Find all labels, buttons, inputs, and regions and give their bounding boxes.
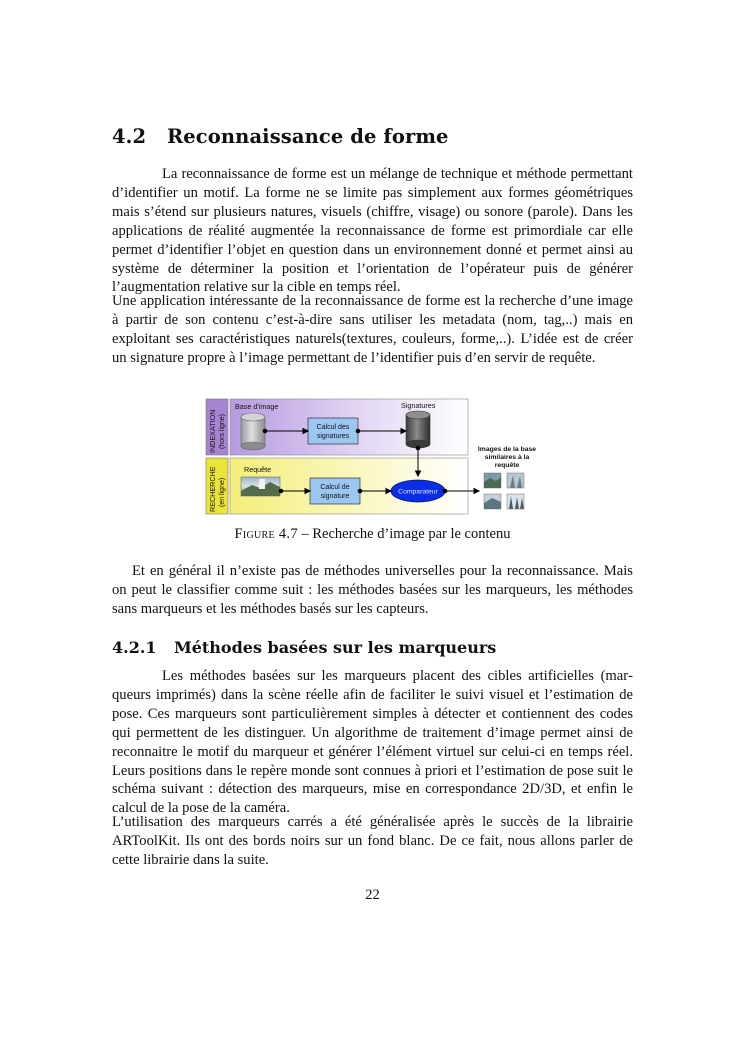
subsection-title: Méthodes basées sur les marqueurs — [174, 638, 497, 657]
calcul-signatures-line2: signatures — [316, 433, 350, 440]
calcul-signature-box — [310, 478, 360, 504]
general-paragraph: Et en général il n’existe pas de méthodes universelles pour la reconnaissance. Mais on peut le classifier comme suit : les méthodes basées sur les marqueurs, les méthodes sans marqueurs et les méthodes basés sur les capteurs. — [112, 563, 633, 617]
results-label-line2: similaires à la — [484, 454, 530, 461]
section-title: Reconnaissance de forme — [167, 125, 449, 148]
page-number: 22 — [365, 887, 380, 903]
calcul-signatures-box — [308, 418, 358, 444]
indexation-label: INDEXATION — [208, 409, 217, 453]
query-image-thumbnail — [241, 477, 280, 496]
subsection-number: 4.2.1 — [112, 638, 157, 657]
result-thumbnails — [484, 473, 524, 509]
subsection-heading — [112, 638, 496, 657]
recherche-label: RECHERCHE — [208, 466, 217, 512]
caption-text: – Recherche d’image par le contenu — [297, 526, 511, 542]
results-label-line1: Images de la base — [477, 446, 537, 453]
signatures-label: Signatures — [401, 401, 436, 410]
indexation-sublabel: (hors ligne) — [219, 413, 226, 449]
application-paragraph: Une application intéressante de la reconnaissance de forme est la recherche d’une image à partir de son contenu c’est-à-dire sans utiliser les metadata (nom, tag,..) mais en exploitant ses caractéristiques naturels(textures, couleurs, forme,..). L’idée est de créer un signature propre à l’image permettant de l’identifier puis d’en servir de requête. — [112, 293, 633, 366]
results-label-line3: requête — [494, 462, 520, 469]
intro-paragraph: La reconnaissance de forme est un mélange de technique et méthode permettant d’identifier un motif. La forme ne se limite pas simplement aux formes géométriques mais s’étend sur plusieurs natures, visuels (chiffre, visage) ou sonore (parole). Dans les applications de réalité augmentée la reconnaissance de forme est primordiale car elle permet d’identifier l’objet en question dans un environnement donné et permet ainsi au système de déterminer la position et l’orientation de l’opérateur puis de générer l’augmentation relative sur la cible en temps réel. — [112, 166, 633, 296]
artoolkit-paragraph: L’utilisation des marqueurs carrés a été généralisée après le succès de la librairie ARToolKit. Ils ont des bords noirs sur un fond blanc. De ce fait, nous allons parler de cette librairie dans la suite. — [112, 814, 633, 868]
section-heading — [112, 125, 449, 148]
recherche-sublabel: (en ligne) — [219, 477, 226, 507]
calcul-signature-line1: Calcul de — [320, 484, 350, 491]
calcul-signatures-line1: Calcul des — [316, 424, 350, 431]
figure-diagram — [204, 397, 549, 517]
requete-label: Requête — [244, 465, 272, 474]
calcul-signature-line2: signature — [320, 493, 350, 500]
comparateur-label: Comparateur — [398, 488, 438, 496]
caption-label: Figure 4.7 — [234, 526, 298, 542]
figure-caption — [112, 526, 633, 543]
database-cylinder-icon — [241, 413, 265, 450]
markers-paragraph: Les méthodes basées sur les marqueurs placent des cibles artificielles (marqueurs imprimés) dans la scène réelle afin de faciliter le suivi visuel et l’estimation de pose. Ces marqueurs sont particulièrement simples à détecter et contiennent des codes qui permettent de les distinguer. Un algorithme de traitement d’image permet ainsi de reconnaitre le motif du marqueur et générer l’élément virtuel sur celui-ci en temps réel. Leurs positions dans le repère monde sont connues à priori et l’estimation de pose suit le schéma suivant : détection des marqueurs, mise en correspondance 2D/3D, et enfin le calcul de la pose de la caméra. — [112, 668, 633, 817]
signatures-cylinder-icon — [406, 411, 430, 448]
base-image-label: Base d'image — [235, 402, 279, 411]
section-number: 4.2 — [112, 125, 147, 148]
